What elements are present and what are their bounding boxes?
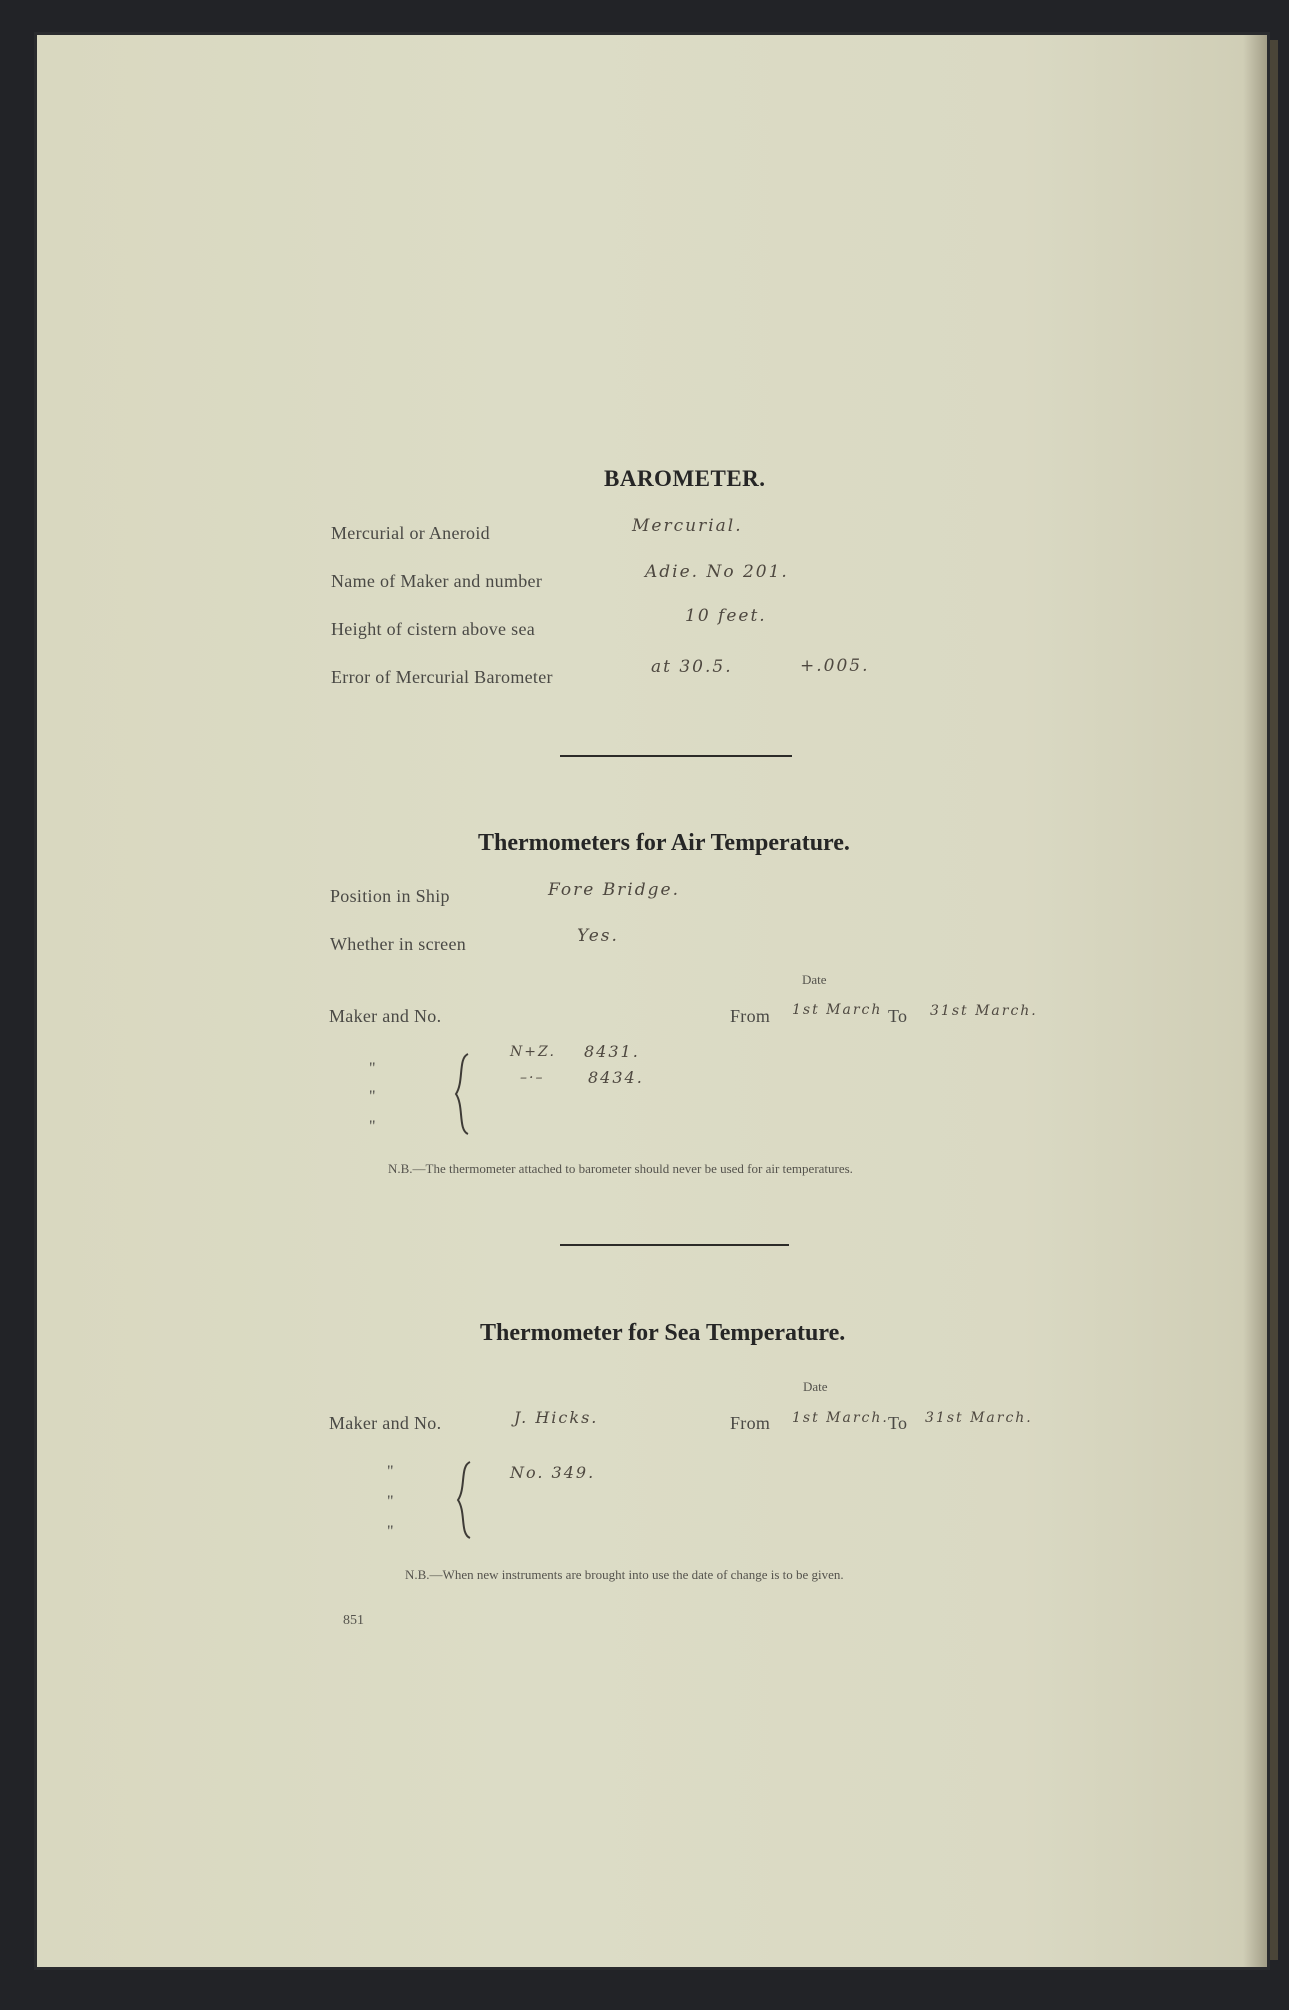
air-maker-label: Maker and No.: [329, 1006, 442, 1026]
barometer-type-label: Mercurial or Aneroid: [331, 523, 490, 543]
air-to-value: 31st March.: [930, 1003, 1038, 1019]
sea-thermometer-title: Thermometer for Sea Temperature.: [480, 1320, 846, 1346]
air-entry-1-number: 8431.: [584, 1042, 640, 1061]
page-shadow: [1243, 35, 1267, 1967]
air-ditto-1: ": [369, 1060, 376, 1077]
barometer-error-label: Error of Mercurial Barometer: [331, 667, 553, 687]
sea-ditto-2: ": [387, 1493, 394, 1510]
sea-from-value: 1st March.: [792, 1410, 889, 1426]
air-from-label: From: [730, 1006, 771, 1026]
form-page: [34, 32, 1270, 1970]
air-thermometers-title: Thermometers for Air Temperature.: [478, 830, 850, 856]
air-from-value: 1st March: [792, 1002, 883, 1018]
barometer-maker-label: Name of Maker and number: [331, 571, 543, 591]
barometer-error-value: +.005.: [800, 656, 870, 676]
air-entry-2-number: 8434.: [588, 1068, 644, 1087]
air-entry-1-id: N+Z.: [510, 1044, 556, 1060]
air-date-header: Date: [802, 972, 827, 987]
sea-brace: [452, 1460, 478, 1540]
barometer-error-value-at: at 30.5.: [651, 657, 733, 677]
air-screen-label: Whether in screen: [330, 934, 467, 954]
divider-1: [560, 755, 792, 757]
sea-ditto-1: ": [387, 1463, 394, 1480]
barometer-type-value: Mercurial.: [632, 516, 743, 536]
page-number: 851: [343, 1613, 364, 1628]
air-brace: [450, 1052, 476, 1136]
sea-to-value: 31st March.: [925, 1410, 1033, 1426]
air-to-label: To: [888, 1006, 908, 1026]
air-position-label: Position in Ship: [330, 886, 450, 906]
barometer-title: BAROMETER.: [604, 466, 766, 491]
air-ditto-2: ": [369, 1088, 376, 1105]
sea-from-label: From: [730, 1413, 771, 1433]
sea-to-label: To: [888, 1413, 908, 1433]
sea-maker-value: J. Hicks.: [514, 1408, 599, 1427]
sea-maker-label: Maker and No.: [329, 1413, 442, 1433]
air-ditto-3: ": [369, 1118, 376, 1135]
divider-2: [560, 1244, 789, 1246]
sea-ditto-3: ": [387, 1523, 394, 1540]
barometer-height-value: 10 feet.: [685, 606, 767, 626]
air-note: N.B.—The thermometer attached to barometer should never be used for air temperatures.: [388, 1161, 853, 1176]
air-position-value: Fore Bridge.: [548, 880, 680, 900]
sea-note: N.B.—When new instruments are brought into use the date of change is to be given.: [405, 1567, 844, 1582]
air-screen-value: Yes.: [577, 926, 619, 946]
air-entry-2-id: –·–: [520, 1070, 545, 1086]
sea-date-header: Date: [803, 1379, 828, 1394]
barometer-maker-value: Adie. No 201.: [645, 562, 789, 582]
sea-entry: No. 349.: [510, 1463, 596, 1482]
barometer-height-label: Height of cistern above sea: [331, 619, 536, 639]
